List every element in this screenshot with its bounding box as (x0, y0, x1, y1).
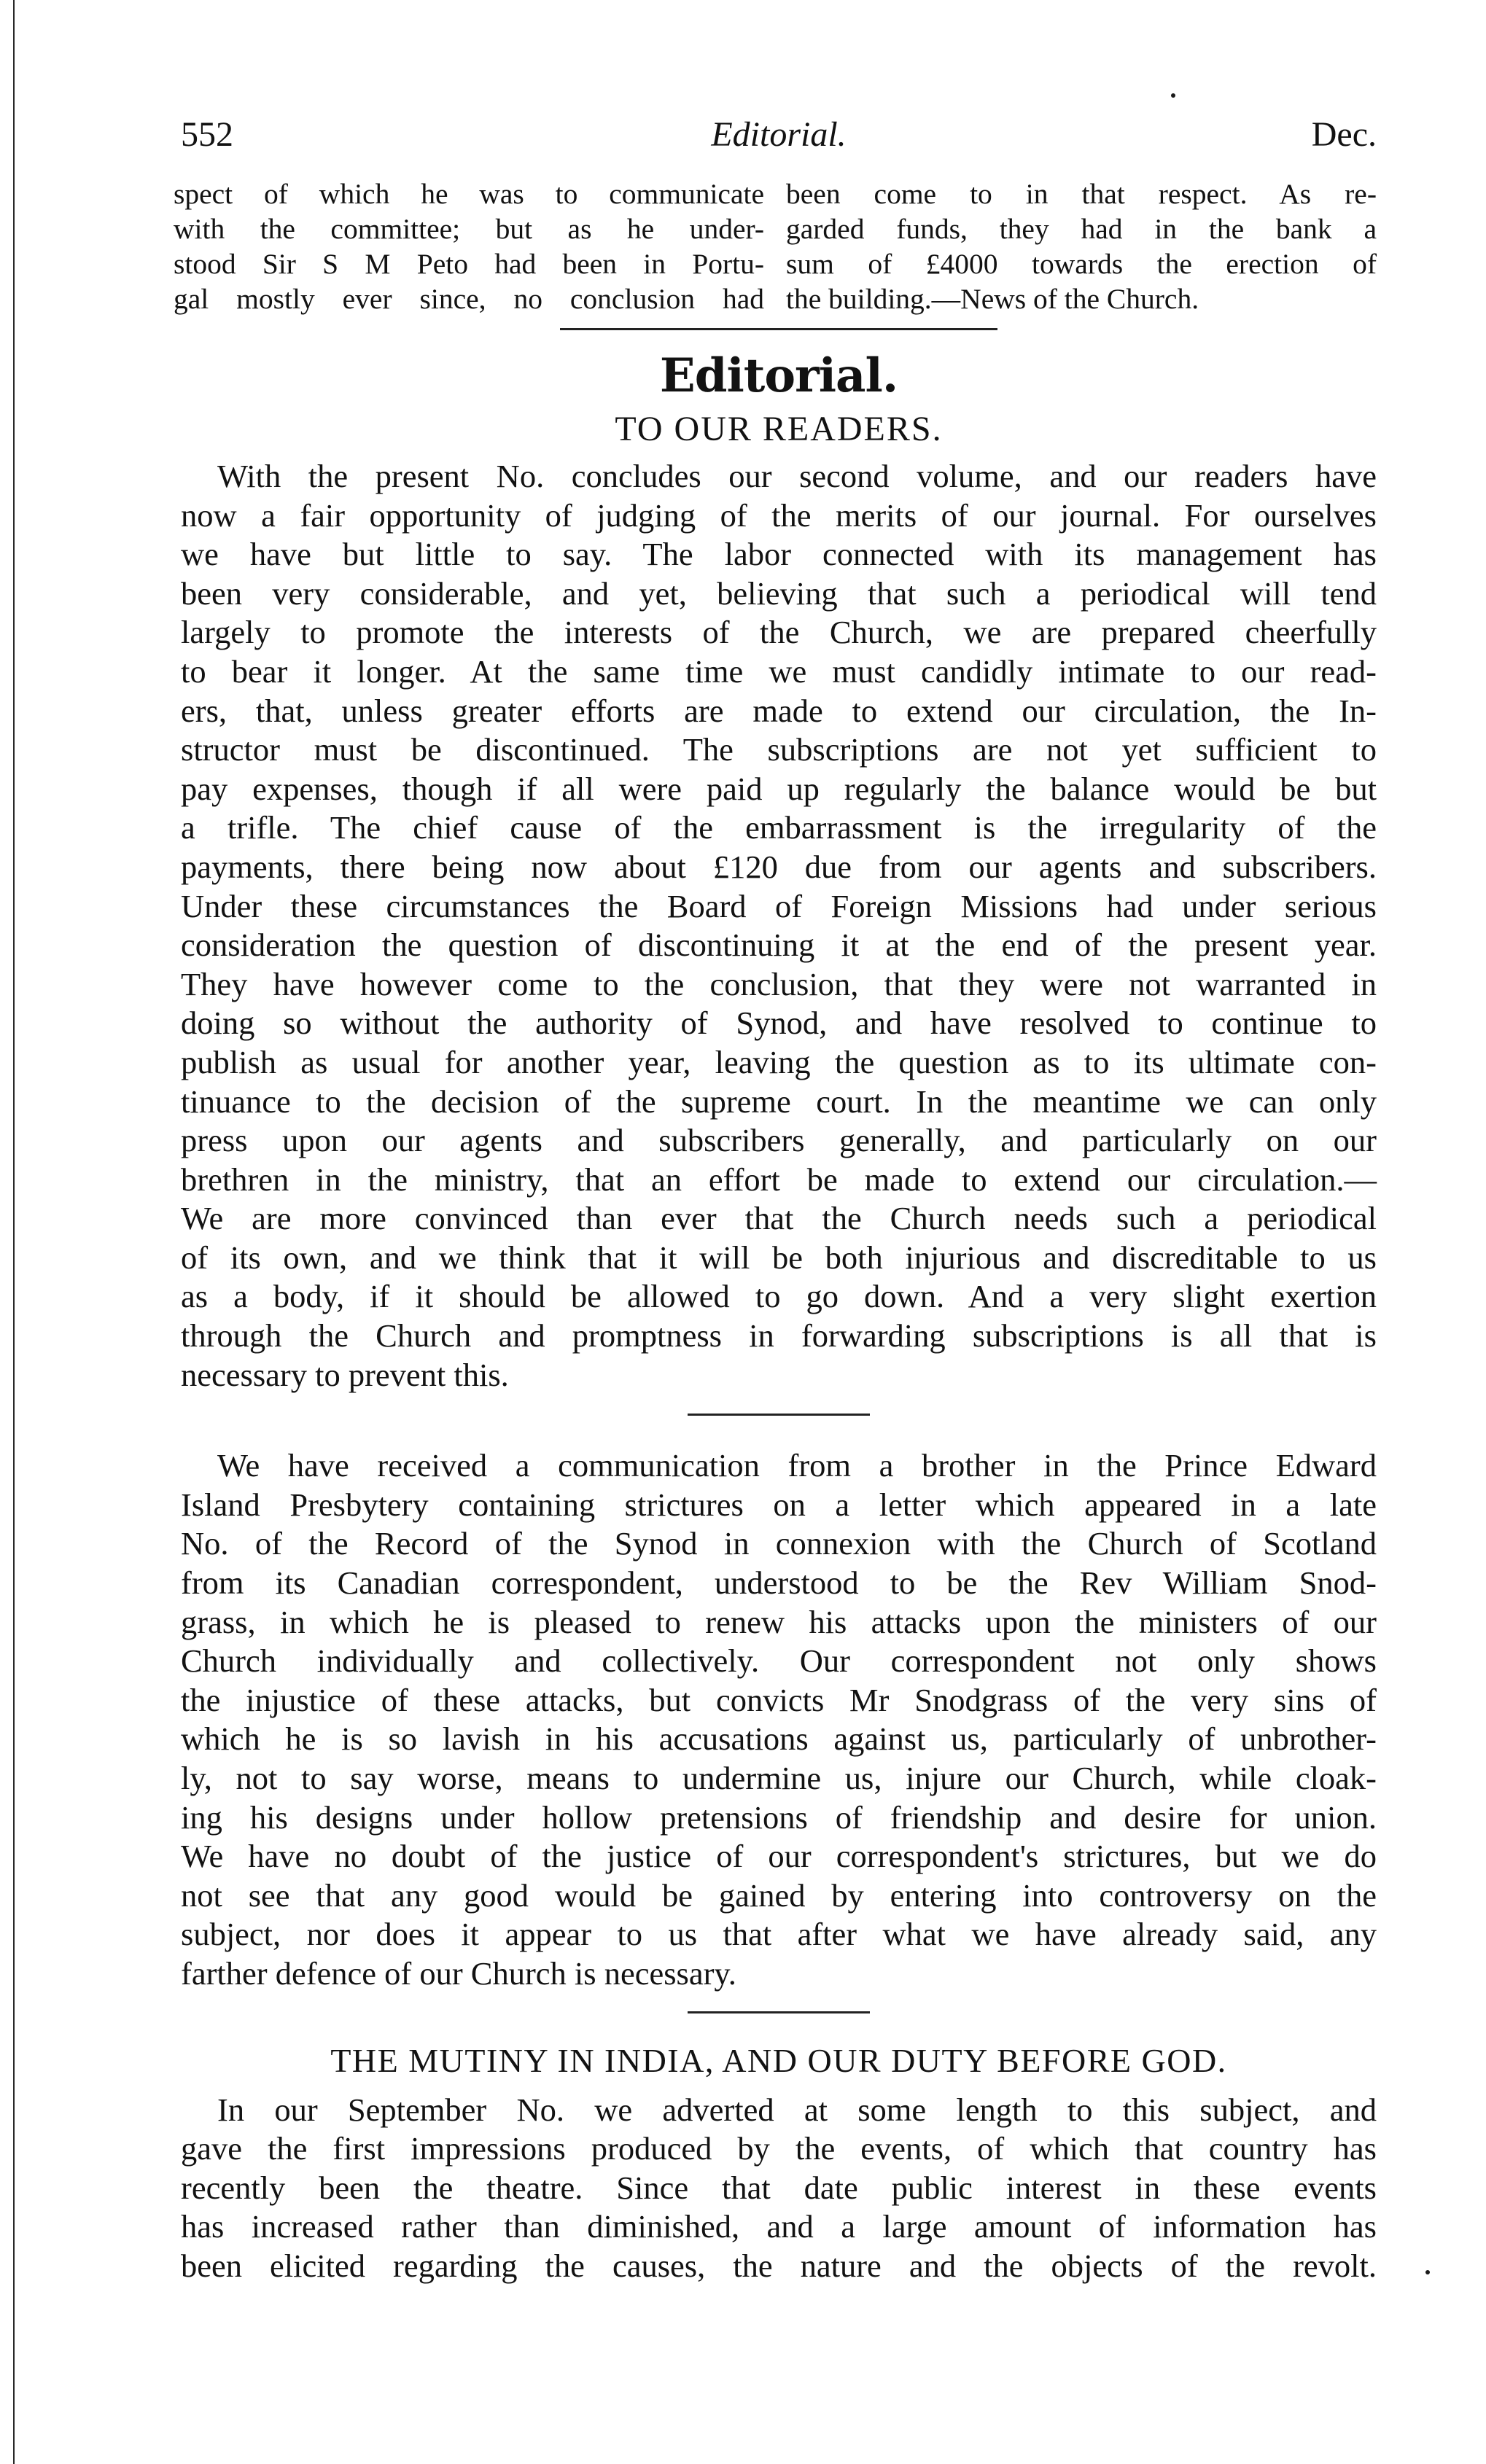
text-line: of its own, and we think that it will be both injurious and discreditable to us (181, 1239, 1377, 1276)
text-line: which he is so lavish in his accusations against us, particularly of unbrother- (181, 1720, 1377, 1758)
text-line: We have no doubt of the justice of our correspondent's strictures, but we do (181, 1838, 1377, 1875)
text-line: They have however come to the conclusion, that they were not warranted in (181, 965, 1377, 1002)
text-line: has increased rather than diminished, and a large amount of information has (181, 2208, 1377, 2245)
text-line: We are more convinced than ever that the Church needs such a periodical (181, 1200, 1377, 1237)
ink-speck (1425, 2270, 1430, 2274)
article-title: THE MUTINY IN INDIA, AND OUR DUTY BEFORE GOD. (330, 2041, 1227, 2079)
text-line: the injustice of these attacks, but convicts Mr Snodgrass of the very sins of (181, 1681, 1377, 1718)
text-line: from its Canadian correspondent, understood to be the Rev William Snod- (181, 1564, 1377, 1602)
running-month: Dec. (1311, 115, 1377, 154)
text-line: as a body, if it should be allowed to go down. And a very slight exertion (181, 1278, 1377, 1315)
text-line: now a fair opportunity of judging of the merits of our journal. For ourselves (181, 496, 1377, 534)
text-line: ly, not to say worse, means to undermine us, injure our Church, while cloak- (181, 1760, 1377, 1796)
text-line: Church individually and collectively. Our correspondent not only shows (181, 1642, 1377, 1680)
text-line: stood Sir S M Peto had been in Portu- (174, 248, 764, 280)
text-line: through the Church and promptness in forwarding subscriptions is all that is (181, 1317, 1377, 1354)
text-line: structor must be discontinued. The subscriptions are not yet sufficient to (181, 731, 1377, 768)
text-line: payments, there being now about £120 due from our agents and subscribers. (181, 848, 1377, 885)
text-line: necessary to prevent this. (181, 1356, 509, 1393)
text-line: spect of which he was to communicate (174, 178, 764, 210)
text-line: sum of £4000 towards the erection of (786, 248, 1377, 280)
text-line: Under these circumstances the Board of Foreign Missions had under serious (181, 887, 1377, 924)
text-line: press upon our agents and subscribers generally, and particularly on our (181, 1122, 1377, 1159)
page-number: 552 (181, 115, 233, 154)
text-line: ing his designs under hollow pretensions of friendship and desire for union. (181, 1798, 1377, 1836)
text-line: gal mostly ever since, no conclusion had (174, 283, 764, 315)
running-title: Editorial. (711, 115, 847, 154)
section-divider (688, 2011, 870, 2013)
text-line: a trifle. The chief cause of the embarrassment is the irregularity of the (181, 809, 1377, 846)
article-subheading: TO OUR READERS. (615, 410, 943, 448)
text-line: doing so without the authority of Synod, and have resolved to continue to (181, 1005, 1377, 1042)
text-line: We have received a communication from a brother in the Prince Edward (217, 1447, 1377, 1484)
text-line: ers, that, unless greater efforts are made to extend our circulation, the In- (181, 692, 1377, 729)
page-edge-rule (13, 0, 15, 2464)
text-line: farther defence of our Church is necessary. (181, 1954, 736, 1992)
mutiny-paragraph (181, 2091, 1377, 2286)
text-line: recently been the theatre. Since that date public interest in these events (181, 2169, 1377, 2206)
text-line: In our September No. we adverted at some length to this subject, and (217, 2091, 1377, 2128)
carryover-right-column (786, 176, 1377, 316)
text-line: not see that any good would be gained by entering into controversy on the (181, 1876, 1377, 1914)
text-line: grass, in which he is pleased to renew his attacks upon the ministers of our (181, 1603, 1377, 1640)
paragraph-divider (688, 1414, 870, 1416)
text-line: Island Presbytery containing strictures on a letter which appeared in a late (181, 1486, 1377, 1523)
text-line: been very considerable, and yet, believing that such a periodical will tend (181, 574, 1377, 612)
text-line: we have but little to say. The labor connected with its management has (181, 536, 1377, 573)
text-line: publish as usual for another year, leaving the question as to its ultimate con- (181, 1043, 1377, 1080)
editorial-paragraph-correspondent (181, 1446, 1377, 1993)
carryover-left-column (174, 176, 764, 316)
text-line: No. of the Record of the Synod in connexion with the Church of Scotland (181, 1525, 1377, 1562)
text-line: been come to in that respect. As re- (786, 178, 1377, 210)
text-line: subject, nor does it appear to us that after what we have already said, any (181, 1916, 1377, 1953)
text-line: brethren in the ministry, that an effort be made to extend our circulation.— (181, 1161, 1377, 1198)
text-line: tinuance to the decision of the supreme court. In the meantime we can only (181, 1083, 1377, 1120)
text-line: With the present No. concludes our second volume, and our readers have (217, 458, 1377, 494)
ink-speck (1171, 93, 1175, 98)
text-line: been elicited regarding the causes, the nature and the objects of the revolt. (181, 2247, 1377, 2284)
section-heading: Editorial. (659, 348, 898, 403)
text-line: largely to promote the interests of the Church, we are prepared cheerfully (181, 614, 1377, 651)
text-line: gave the first impressions produced by the events, of which that country has (181, 2130, 1377, 2167)
text-line: to bear it longer. At the same time we must candidly intimate to our read- (181, 652, 1377, 690)
page-content (174, 109, 1377, 2286)
section-divider (560, 328, 997, 330)
editorial-paragraph-readers (181, 457, 1377, 1395)
text-line: consideration the question of discontinuing it at the end of the present year. (181, 927, 1377, 964)
carryover-columns (174, 176, 1377, 316)
text-line: the building.—News of the Church. (786, 283, 1199, 315)
text-line: with the committee; but as he under- (174, 213, 764, 245)
text-line: pay expenses, though if all were paid up regularly the balance would be but (181, 770, 1377, 807)
text-line: garded funds, they had in the bank a (786, 213, 1377, 245)
running-head (181, 109, 1377, 160)
